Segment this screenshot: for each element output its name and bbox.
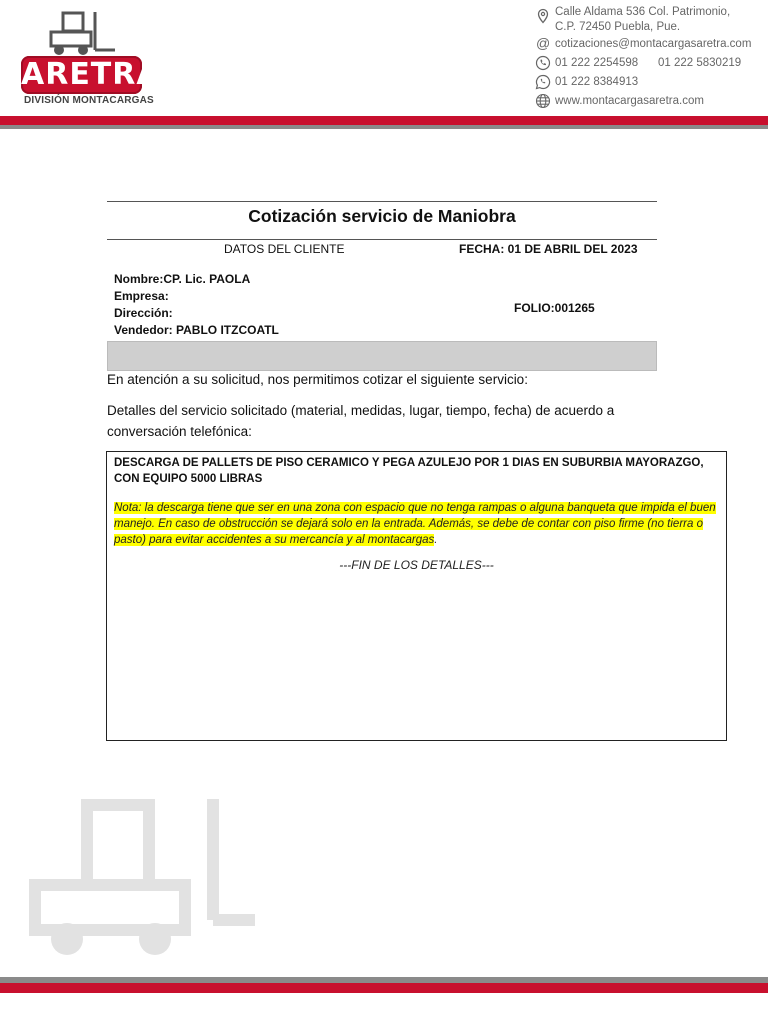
globe-icon: [535, 93, 551, 109]
header-band-red: [0, 116, 768, 125]
phone-2[interactable]: 01 222 5830219: [658, 57, 742, 69]
title-top-rule: [107, 201, 657, 202]
brand-logo: ARETRA: [21, 57, 161, 92]
service-note-text: Nota: la descarga tiene que ser en una zona con espacio que no tenga rampas o alguna banqueta que impida el buen manejo. En caso de obstrucción se dejará solo en la entrada. Además, se debe de contar con piso firme (no tierra o pasto) para evitar accidentes a su mercancía y al montacargas: [114, 502, 716, 546]
service-details-box: [106, 451, 727, 741]
folio-number: FOLIO:001265: [514, 301, 595, 315]
service-note: Nota: la descarga tiene que ser en una zona con espacio que no tenga rampas o alguna banqueta que impida el buen manejo. En caso de obstrucción se dejará solo en la entrada. Además, se debe de contar con piso firme (no tierra o pasto) para evitar accidentes a su mercancía y al montacargas.: [114, 502, 716, 546]
phone-1[interactable]: 01 222 2254598: [555, 57, 639, 69]
website-link[interactable]: www.montacargasaretra.com: [555, 95, 704, 107]
client-address: Dirección:: [114, 306, 173, 320]
forklift-watermark-icon: [25, 795, 257, 957]
client-section-label: DATOS DEL CLIENTE: [224, 242, 345, 256]
quote-date: FECHA: 01 DE ABRIL DEL 2023: [459, 242, 638, 256]
footer-band-red: [0, 983, 768, 993]
details-intro-line-2: conversación telefónica:: [107, 424, 252, 439]
location-pin-icon: [535, 8, 551, 24]
phone-icon: [535, 55, 551, 71]
whatsapp-icon: [535, 74, 551, 90]
separator-bar: [107, 341, 657, 371]
division-label: DIVISIÓN MONTACARGAS: [24, 95, 154, 106]
address-line-2: C.P. 72450 Puebla, Pue.: [555, 21, 681, 33]
details-intro-line-1: Detalles del servicio solicitado (material, medidas, lugar, tiempo, fecha) de acuerdo a: [107, 403, 615, 418]
title-bottom-rule: [107, 239, 657, 240]
service-description: DESCARGA DE PALLETS DE PISO CERAMICO Y PEGA AZULEJO POR 1 DIAS EN SUBURBIA MAYORAZGO, CON EQUIPO 5000 LIBRAS: [114, 457, 704, 485]
forklift-logo-icon: [45, 10, 117, 56]
intro-text: En atención a su solicitud, nos permitimos cotizar el siguiente servicio:: [107, 372, 528, 387]
email-link[interactable]: cotizaciones@montacargasaretra.com: [555, 38, 752, 50]
client-name: Nombre:CP. Lic. PAOLA: [114, 272, 251, 286]
at-sign-icon: @: [536, 35, 551, 51]
salesperson: Vendedor: PABLO ITZCOATL: [114, 323, 279, 337]
document-title: Cotización servicio de Maniobra: [248, 206, 516, 226]
header-band-gray: [0, 125, 768, 129]
client-company: Empresa:: [114, 289, 169, 303]
end-of-details: ---FIN DE LOS DETALLES---: [339, 558, 494, 572]
address-line-1: Calle Aldama 536 Col. Patrimonio,: [555, 6, 731, 18]
whatsapp-number[interactable]: 01 222 8384913: [555, 76, 639, 88]
